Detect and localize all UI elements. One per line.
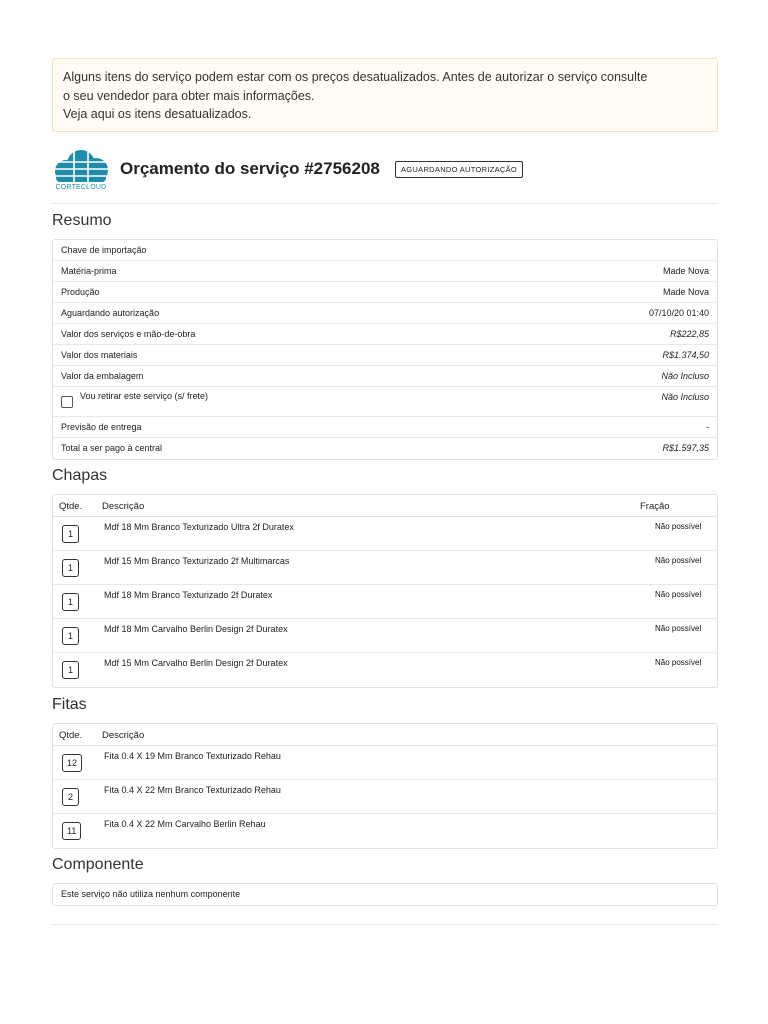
resumo-row-packaging-value — [53, 366, 717, 387]
divider — [52, 924, 718, 925]
resumo-row-import-key — [53, 240, 717, 261]
row-value: 07/10/20 01:40 — [648, 308, 709, 318]
divider — [52, 203, 718, 204]
desc-header: Descrição — [102, 730, 145, 741]
row-value: Made Nova — [662, 287, 709, 297]
item-description: Mdf 15 Mm Carvalho Berlin Design 2f Duratex — [104, 658, 288, 668]
alert-line-1: Alguns itens do serviço podem estar com os preços desatualizados. Antes de autorizar o serviço consulte — [63, 70, 648, 84]
resumo-panel — [52, 239, 718, 460]
row-label: Previsão de entrega — [61, 422, 142, 432]
resumo-row-awaiting-authorization — [53, 303, 717, 324]
pickup-label[interactable]: Vou retirar este serviço (s/ frete) — [80, 391, 209, 401]
page-title: Orçamento do serviço #2756208 — [120, 159, 380, 178]
logo-text: CORTECLOUD — [55, 184, 107, 191]
resumo-row-materia-prima — [53, 261, 717, 282]
cloud-logo-icon — [52, 150, 110, 184]
item-description: Mdf 18 Mm Branco Texturizado Ultra 2f Duratex — [104, 522, 294, 532]
row-value: R$222,85 — [669, 329, 709, 339]
table-row — [53, 653, 717, 687]
row-label: Aguardando autorização — [61, 308, 160, 318]
componente-row — [53, 884, 717, 905]
qty-badge: 2 — [62, 788, 79, 806]
row-label: Valor dos serviços e mão-de-obra — [61, 329, 196, 339]
qty-header: Qtde. — [59, 730, 83, 741]
row-value: - — [706, 422, 709, 432]
chapas-table — [52, 494, 718, 688]
status-badge: AGUARDANDO AUTORIZAÇÃO — [395, 161, 523, 178]
row-value: Não Incluso — [661, 371, 709, 381]
table-row — [53, 619, 717, 653]
row-value: Made Nova — [662, 266, 709, 276]
item-description: Mdf 15 Mm Branco Texturizado 2f Multimarcas — [104, 556, 290, 566]
row-label: Matéria-prima — [61, 266, 117, 276]
row-value: R$1.597,35 — [662, 443, 709, 453]
resumo-row-pickup — [53, 387, 717, 417]
resumo-row-delivery-forecast — [53, 417, 717, 438]
qty-badge: 12 — [62, 754, 82, 772]
row-label: Produção — [61, 287, 100, 297]
componente-panel — [52, 883, 718, 906]
outdated-items-alert — [52, 58, 718, 132]
fitas-title: Fitas — [52, 696, 87, 713]
qty-badge: 1 — [62, 525, 79, 543]
qty-badge: 1 — [62, 661, 79, 679]
item-fraction: Não possível — [655, 658, 702, 667]
item-description: Fita 0.4 X 19 Mm Branco Texturizado Rehau — [104, 751, 281, 761]
desc-header: Descrição — [102, 501, 145, 512]
table-row — [53, 551, 717, 585]
qty-badge: 1 — [62, 627, 79, 645]
row-value: Não Incluso — [661, 392, 709, 402]
resumo-row-producao — [53, 282, 717, 303]
item-fraction: Não possível — [655, 590, 702, 599]
view-outdated-items-link[interactable]: Veja aqui os itens desatualizados. — [63, 107, 252, 121]
alert-line-2: o seu vendedor para obter mais informações. — [63, 88, 315, 103]
table-header — [53, 724, 717, 746]
resumo-title: Resumo — [52, 212, 112, 229]
fitas-table — [52, 723, 718, 849]
qty-badge: 1 — [62, 593, 79, 611]
table-header — [53, 495, 717, 517]
pickup-checkbox[interactable] — [61, 396, 73, 408]
resumo-row-materials-value — [53, 345, 717, 366]
item-description: Mdf 18 Mm Branco Texturizado 2f Duratex — [104, 590, 273, 600]
componente-text: Este serviço não utiliza nenhum componente — [61, 889, 241, 899]
item-description: Fita 0.4 X 22 Mm Carvalho Berlin Rehau — [104, 819, 266, 829]
row-label: Valor dos materiais — [61, 350, 138, 360]
chapas-title: Chapas — [52, 467, 108, 484]
qty-badge: 11 — [62, 822, 81, 840]
resumo-row-services-value — [53, 324, 717, 345]
row-label: Chave de importação — [61, 245, 147, 255]
item-fraction: Não possível — [655, 556, 702, 565]
componente-title: Componente — [52, 856, 144, 873]
item-fraction: Não possível — [655, 522, 702, 531]
qty-badge: 1 — [62, 559, 79, 577]
table-row — [53, 814, 717, 848]
row-label: Valor da embalagem — [61, 371, 144, 381]
row-label: Total a ser pago à central — [61, 443, 163, 453]
table-row — [53, 746, 717, 780]
qty-header: Qtde. — [59, 501, 83, 512]
table-row — [53, 585, 717, 619]
table-row — [53, 780, 717, 814]
resumo-row-total — [53, 438, 717, 459]
cortecloud-logo — [52, 150, 110, 194]
row-value: R$1.374,50 — [662, 350, 709, 360]
frac-header: Fração — [640, 501, 670, 512]
item-description: Fita 0.4 X 22 Mm Branco Texturizado Rehau — [104, 785, 281, 795]
item-fraction: Não possível — [655, 624, 702, 633]
table-row — [53, 517, 717, 551]
item-description: Mdf 18 Mm Carvalho Berlin Design 2f Duratex — [104, 624, 288, 634]
page-header — [52, 148, 718, 196]
